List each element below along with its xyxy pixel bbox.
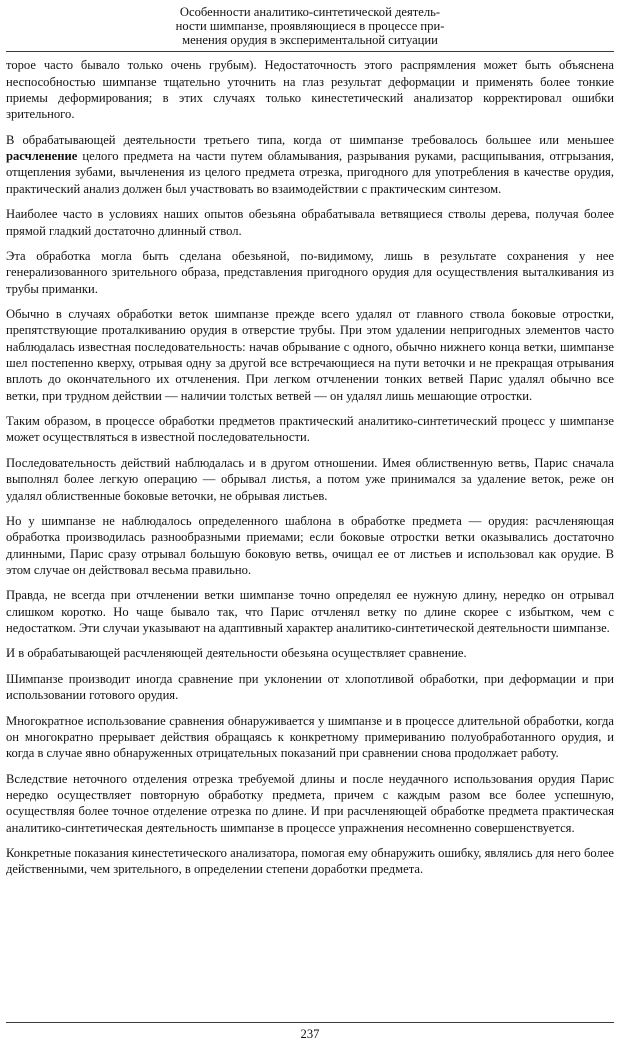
paragraph (6, 57, 614, 122)
header-divider (6, 51, 614, 52)
running-header (6, 5, 614, 50)
page-number: 237 (300, 1026, 320, 1041)
text-run: Но у шимпанзе не наблюдалось определенного шаблона в обработке предмета — орудия: расчленяющая обработка производилась разнообразными приемами; если боковые отростки ветки оказывались достаточно длинными, Парис сразу отрывал большую боковую ветвь, очищал ее от листьев и использовал как орудие. В этом случае он действовал весьма правильно. (6, 513, 614, 577)
body-text (6, 57, 614, 877)
text-run: Вследствие неточного отделения отрезка требуемой длины и после неудачного использования орудия Парис нередко осуществляет повторную обработку предмета, причем с каждым разом все более успешную, осуществляя более точное отделение отрезка по длине. И при расчленяющей обработке предмета практическая аналитико-синтетическая деятельность шимпанзе в процессе упражнения несомненно совершенствуется. (6, 771, 614, 835)
paragraph (6, 671, 614, 704)
paragraph (6, 513, 614, 578)
text-run: Таким образом, в процессе обработки предметов практический аналитико-синтетический процесс у шимпанзе может осуществляться в известной последовательности. (6, 414, 614, 445)
text-run: Шимпанзе производит иногда сравнение при уклонении от хлопотливой обработки, при деформации и при использовании готового орудия. (6, 671, 614, 703)
paragraph (6, 713, 614, 762)
text-run: И в обрабатывающей расчленяющей деятельности обезьяна осуществляет сравнение. (6, 646, 467, 661)
paragraph (6, 306, 614, 404)
text-run: В обрабатывающей деятельности третьего типа, когда от шимпанзе требовалось большее или меньшее (6, 132, 614, 147)
paragraph (6, 248, 614, 297)
header-line-3: менения орудия в экспериментальной ситуации (182, 33, 438, 48)
paragraph (6, 206, 614, 239)
text-run: Конкретные показания кинестетического анализатора, помогая ему обнаружить ошибку, являлись для него более действенными, чем зрительного, в определении степени доработки предмета. (6, 846, 614, 877)
paragraph (6, 132, 614, 197)
paragraph (6, 413, 614, 446)
emphasized-text: расчленение (6, 149, 78, 164)
page-footer (6, 1022, 614, 1042)
text-run: Правда, не всегда при отчленении ветки шимпанзе точно определял ее нужную длину, нередко он отрывал слишком коротко. Но чаще бывало так, что Парис отчленял ветку по длине скорее с избытком, чем с недостатком. Эти случаи указывают на адаптивный характер аналитико-синтетической деятельности шимпанзе. (6, 588, 614, 636)
text-run: целого предмета на части путем обламывания, разрывания руками, расщипывания, отгрызания, отщепления зубами, вычленения из целого предмета отрезка, пригодного для употребления в качестве орудия, практический анализ должен был участвовать во взаимодействии с практическим синтезом. (6, 149, 614, 196)
header-line-1: Особенности аналитико-синтетической деятель- (179, 5, 441, 19)
text-run: Последовательность действий наблюдалась и в другом отношении. Имея облиственную ветвь, Парис сначала выполнял более легкую операцию — обрывал листья, а потом уже принимался за удаление веток, реже он удалял облиственные боковые веточки, не обрывая листьев. (6, 455, 614, 503)
paragraph (6, 771, 614, 836)
text-run: торое часто бывало только очень грубым). Недостаточность этого распрямления может быть объяснена неспособностью шимпанзе тщательно уточнить на глаз результат деформации и применять более тонкие приемы деформирования; в этих случаях только кинестетический анализатор корректировал ошибки зрительного. (6, 58, 614, 122)
paragraph (6, 845, 614, 878)
text-run: Наиболее часто в условиях наших опытов обезьяна обрабатывала ветвящиеся стволы дерева, получая более прямой гладкий достаточно длинный ствол. (6, 207, 614, 238)
paragraph (6, 455, 614, 504)
paragraph (6, 587, 614, 636)
text-run: Обычно в случаях обработки веток шимпанзе прежде всего удалял от главного ствола боковые отростки, препятствующие проталкиванию орудия в отверстие трубы. При этом удалении непригодных элементов часто наблюдалась известная последовательность: начав обрывание с одного, обычно нижнего конца ветки, шимпанзе шел постепенно кверху, отрывая одну за другой все встречающиеся на пути веточки и не прекращая отрывания вплоть до окончательного их отчленения. При легком отчленении тонких ветвей Парис удалял обычно все ветки, при трудном действии — наличии толстых ветвей — он удалял лишь мешающие отростки. (6, 306, 614, 403)
text-run: Эта обработка могла быть сделана обезьяной, по-видимому, лишь в результате сохранения у нее генерализованного зрительного образа, представления пригодного орудия для осуществления выталкивания из трубы приманки. (6, 248, 614, 296)
text-run: Многократное использование сравнения обнаруживается у шимпанзе и в процессе длительной обработки, когда он многократно прерывает действия обращаясь к конкретному примериванию полуобработанного орудия, и когда в случае явно обнаруженных отрицательных показаний при сравнении снова продолжает работу. (6, 713, 614, 761)
footer-divider (6, 1022, 614, 1023)
paragraph (6, 645, 614, 661)
header-line-2: ности шимпанзе, проявляющиеся в процессе при- (175, 19, 445, 34)
